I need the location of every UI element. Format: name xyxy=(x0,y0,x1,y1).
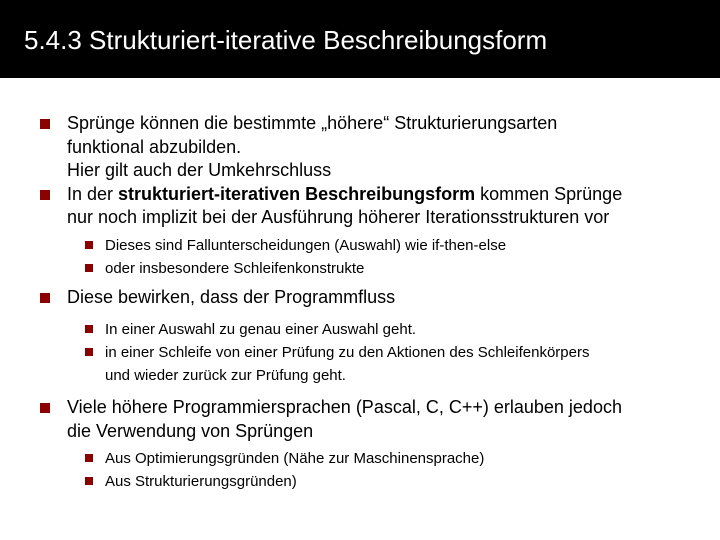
page-title: 5.4.3 Strukturiert-iterative Beschreibungsform xyxy=(24,25,548,55)
sub-bullet-text: und wieder zurück zur Prüfung geht. xyxy=(105,367,346,384)
square-bullet-icon xyxy=(40,293,50,303)
small-square-bullet-icon xyxy=(85,241,93,249)
bullet-text-line: funktional abzubilden. xyxy=(67,136,242,157)
sub-bullet-item xyxy=(40,234,712,257)
bullet-text-line: Hier gilt auch der Umkehrschluss xyxy=(67,160,332,180)
bullet-item xyxy=(40,112,712,183)
sub-bullet-text: Aus Strukturierungsgründen) xyxy=(105,473,297,490)
bullet-item xyxy=(40,286,712,310)
title-bar xyxy=(0,0,720,78)
bullet-text-line: nur noch implizit bei der Ausführung höherer Iterationsstrukturen vor xyxy=(67,207,610,227)
sub-bullet-text: Dieses sind Fallunterscheidungen (Auswahl) wie if-then-else xyxy=(105,236,507,254)
small-square-bullet-icon xyxy=(85,477,93,485)
square-bullet-icon xyxy=(40,190,50,200)
small-square-bullet-icon xyxy=(85,348,93,356)
sub-bullet-item xyxy=(40,447,712,470)
small-square-bullet-icon xyxy=(85,264,93,272)
bullet-text-segment: In der xyxy=(67,183,119,204)
bullet-item xyxy=(40,183,712,230)
sub-bullet-text: oder insbesondere Schleifenkonstrukte xyxy=(105,259,365,277)
bullet-text-line: Viele höhere Programmiersprachen (Pascal, C, C++) erlauben jedoch xyxy=(67,397,622,417)
bullet-text-line: Sprünge können die bestimmte „höhere“ Strukturierungsarten xyxy=(67,113,558,133)
square-bullet-icon xyxy=(40,119,50,129)
sub-bullet-text: In einer Auswahl zu genau einer Auswahl geht. xyxy=(105,321,417,338)
bullet-text-line: die Verwendung von Sprüngen xyxy=(67,420,314,441)
sub-bullet-item xyxy=(40,341,712,387)
small-square-bullet-icon xyxy=(85,325,93,333)
bullet-text-line: Diese bewirken, dass der Programmfluss xyxy=(67,286,396,307)
small-square-bullet-icon xyxy=(85,454,93,462)
sub-bullet-item xyxy=(40,257,712,280)
sub-bullet-item xyxy=(40,470,712,493)
sub-bullet-item xyxy=(40,318,712,341)
slide-content xyxy=(40,112,712,493)
sub-bullet-text: Aus Optimierungsgründen (Nähe zur Maschinensprache) xyxy=(105,450,485,467)
bullet-text-line xyxy=(67,183,712,207)
bullet-text-segment: kommen Sprünge xyxy=(475,183,623,204)
bold-term: strukturiert-iterativen Beschreibungsform xyxy=(118,183,476,204)
sub-bullet-text: in einer Schleife von einer Prüfung zu den Aktionen des Schleifenkörpers xyxy=(105,344,590,361)
square-bullet-icon xyxy=(40,403,50,413)
bullet-item xyxy=(40,396,712,443)
